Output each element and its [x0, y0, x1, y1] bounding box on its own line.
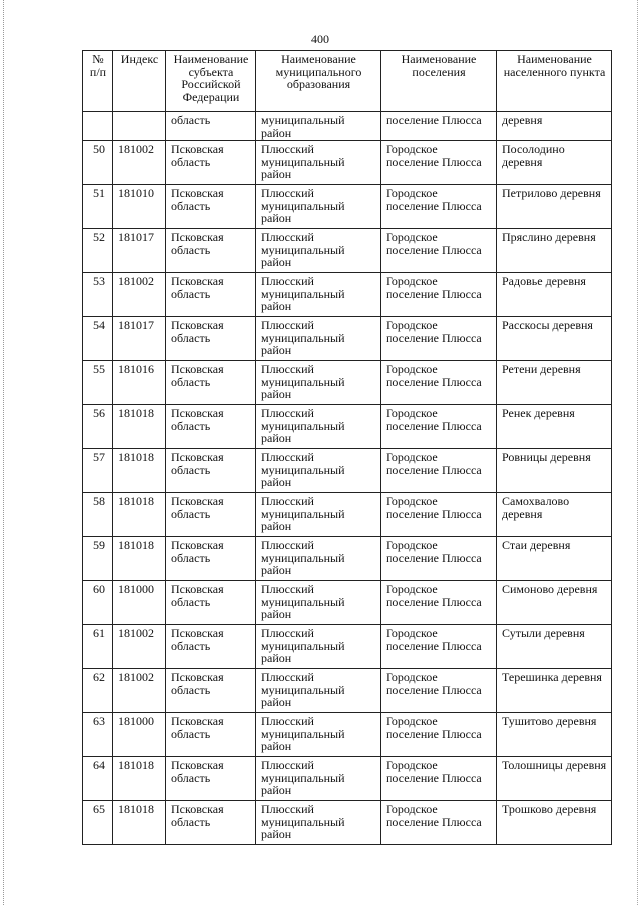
cell-subject: Псковская область — [166, 229, 256, 273]
cell-settlement: Городское поселение Плюсса — [381, 713, 497, 757]
cell-settlement: Городское поселение Плюсса — [381, 141, 497, 185]
table-row — [83, 317, 612, 361]
cell-locality: Ренек деревня — [497, 405, 612, 449]
cell-index: 181018 — [113, 801, 166, 845]
cell-locality: Пряслино деревня — [497, 229, 612, 273]
cell-index: 181018 — [113, 757, 166, 801]
cell-settlement: Городское поселение Плюсса — [381, 493, 497, 537]
cell-locality: Радовье деревня — [497, 273, 612, 317]
header-settlement: Наименование поселения — [381, 51, 497, 112]
cell-municipality: Плюсский муниципальный район — [256, 493, 381, 537]
cell-locality: Симоново деревня — [497, 581, 612, 625]
header-locality: Наименование населенного пункта — [497, 51, 612, 112]
cell-number: 52 — [83, 229, 113, 273]
table-row — [83, 625, 612, 669]
table-row — [83, 185, 612, 229]
cell-municipality: Плюсский муниципальный район — [256, 229, 381, 273]
cell-settlement: Городское поселение Плюсса — [381, 625, 497, 669]
table-row — [83, 273, 612, 317]
cell-subject: Псковская область — [166, 757, 256, 801]
cell-locality: Терешинка деревня — [497, 669, 612, 713]
cell-number: 62 — [83, 669, 113, 713]
cell-number: 61 — [83, 625, 113, 669]
cell-municipality: Плюсский муниципальный район — [256, 361, 381, 405]
cell-locality: Стаи деревня — [497, 537, 612, 581]
cell-index: 181010 — [113, 185, 166, 229]
table-row — [83, 669, 612, 713]
cell-number: 57 — [83, 449, 113, 493]
table-row — [83, 757, 612, 801]
cell-index: 181000 — [113, 581, 166, 625]
cell-subject: Псковская область — [166, 669, 256, 713]
cell-municipality: Плюсский муниципальный район — [256, 273, 381, 317]
cell-municipality: Плюсский муниципальный район — [256, 317, 381, 361]
table-row — [83, 493, 612, 537]
cell-locality: деревня — [497, 112, 612, 141]
cell-subject: область — [166, 112, 256, 141]
cell-settlement: Городское поселение Плюсса — [381, 361, 497, 405]
table-row — [83, 405, 612, 449]
cell-subject: Псковская область — [166, 625, 256, 669]
cell-locality: Расскосы деревня — [497, 317, 612, 361]
cell-number: 64 — [83, 757, 113, 801]
table-body — [83, 112, 612, 845]
cell-settlement: Городское поселение Плюсса — [381, 757, 497, 801]
cell-locality: Ретени деревня — [497, 361, 612, 405]
cell-subject: Псковская область — [166, 185, 256, 229]
cell-index: 181018 — [113, 405, 166, 449]
cell-subject: Псковская область — [166, 493, 256, 537]
cell-locality: Трошково деревня — [497, 801, 612, 845]
cell-municipality: Плюсский муниципальный район — [256, 449, 381, 493]
cell-locality: Сутыли деревня — [497, 625, 612, 669]
cell-settlement: Городское поселение Плюсса — [381, 229, 497, 273]
table-row — [83, 141, 612, 185]
cell-municipality: Плюсский муниципальный район — [256, 581, 381, 625]
cell-settlement: Городское поселение Плюсса — [381, 273, 497, 317]
cell-index: 181000 — [113, 713, 166, 757]
cell-number: 65 — [83, 801, 113, 845]
cell-index: 181002 — [113, 141, 166, 185]
cell-settlement: Городское поселение Плюсса — [381, 405, 497, 449]
cell-settlement: Городское поселение Плюсса — [381, 449, 497, 493]
cell-subject: Псковская область — [166, 141, 256, 185]
cell-locality: Петрилово деревня — [497, 185, 612, 229]
table-row — [83, 537, 612, 581]
cell-settlement: Городское поселение Плюсса — [381, 185, 497, 229]
cell-locality: Тушитово деревня — [497, 713, 612, 757]
cell-subject: Псковская область — [166, 713, 256, 757]
cell-index: 181017 — [113, 229, 166, 273]
cell-settlement: Городское поселение Плюсса — [381, 317, 497, 361]
cell-index: 181017 — [113, 317, 166, 361]
cell-subject: Псковская область — [166, 405, 256, 449]
cell-municipality: Плюсский муниципальный район — [256, 185, 381, 229]
cell-subject: Псковская область — [166, 361, 256, 405]
cell-number: 59 — [83, 537, 113, 581]
cell-number: 55 — [83, 361, 113, 405]
table-row — [83, 713, 612, 757]
cell-municipality: Плюсский муниципальный район — [256, 141, 381, 185]
cell-number: 51 — [83, 185, 113, 229]
cell-subject: Псковская область — [166, 273, 256, 317]
cell-municipality: Плюсский муниципальный район — [256, 713, 381, 757]
table-row-continuation — [83, 112, 612, 141]
cell-municipality: Плюсский муниципальный район — [256, 669, 381, 713]
cell-settlement: Городское поселение Плюсса — [381, 669, 497, 713]
cell-index: 181018 — [113, 537, 166, 581]
cell-number: 60 — [83, 581, 113, 625]
table-row — [83, 449, 612, 493]
cell-locality: Толошницы деревня — [497, 757, 612, 801]
cell-subject: Псковская область — [166, 317, 256, 361]
cell-municipality: Плюсский муниципальный район — [256, 537, 381, 581]
cell-subject: Псковская область — [166, 537, 256, 581]
cell-number: 50 — [83, 141, 113, 185]
header-index: Индекс — [113, 51, 166, 112]
header-subject: Наименование субъекта Российской Федерации — [166, 51, 256, 112]
cell-settlement: поселение Плюсса — [381, 112, 497, 141]
cell-index: 181018 — [113, 449, 166, 493]
cell-number: 56 — [83, 405, 113, 449]
cell-index: 181002 — [113, 669, 166, 713]
cell-settlement: Городское поселение Плюсса — [381, 537, 497, 581]
cell-locality: Самохвалово деревня — [497, 493, 612, 537]
cell-index: 181002 — [113, 625, 166, 669]
cell-index: 181002 — [113, 273, 166, 317]
cell-settlement: Городское поселение Плюсса — [381, 581, 497, 625]
table-row — [83, 361, 612, 405]
cell-number: 58 — [83, 493, 113, 537]
scan-edge-left — [3, 0, 4, 905]
table-row — [83, 581, 612, 625]
cell-number — [83, 112, 113, 141]
cell-index — [113, 112, 166, 141]
cell-municipality: Плюсский муниципальный район — [256, 801, 381, 845]
cell-index: 181016 — [113, 361, 166, 405]
cell-locality: Посолодино деревня — [497, 141, 612, 185]
settlements-table — [82, 50, 612, 845]
cell-municipality: Плюсский муниципальный район — [256, 405, 381, 449]
table-header-row — [83, 51, 612, 112]
cell-municipality: Плюсский муниципальный район — [256, 625, 381, 669]
cell-number: 53 — [83, 273, 113, 317]
cell-number: 63 — [83, 713, 113, 757]
table-row — [83, 801, 612, 845]
header-number: № п/п — [83, 51, 113, 112]
cell-subject: Псковская область — [166, 449, 256, 493]
scan-edge-right — [637, 0, 638, 905]
cell-locality: Ровницы деревня — [497, 449, 612, 493]
page-number: 400 — [311, 32, 329, 46]
cell-subject: Псковская область — [166, 581, 256, 625]
cell-subject: Псковская область — [166, 801, 256, 845]
cell-number: 54 — [83, 317, 113, 361]
cell-settlement: Городское поселение Плюсса — [381, 801, 497, 845]
cell-municipality: муниципальный район — [256, 112, 381, 141]
table-row — [83, 229, 612, 273]
cell-municipality: Плюсский муниципальный район — [256, 757, 381, 801]
header-municipality: Наименование муниципального образования — [256, 51, 381, 112]
cell-index: 181018 — [113, 493, 166, 537]
